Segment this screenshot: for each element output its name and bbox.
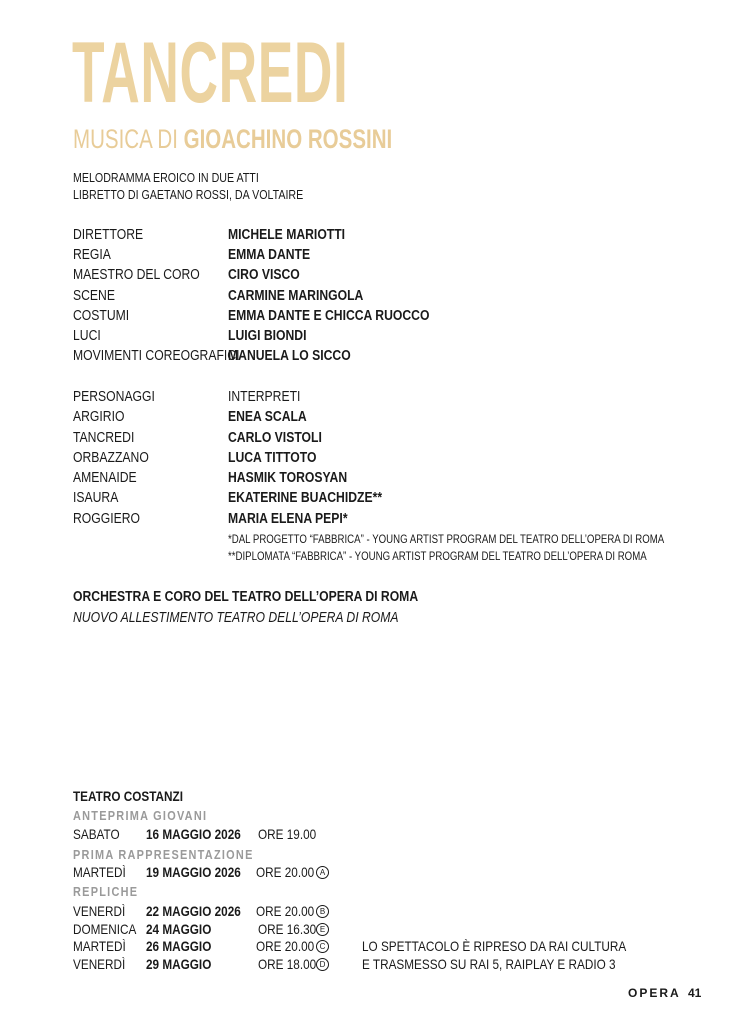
subscription-code-badge: C [316, 940, 329, 953]
perf-date: 26 MAGGIO [146, 938, 212, 954]
credit-role: LUCI [73, 328, 101, 344]
credit-name: CIRO VISCO [228, 267, 300, 283]
cast-name: ENEA SCALA [228, 409, 307, 425]
footer-section-label: OPERA [628, 986, 681, 1000]
perf-day: VENERDÌ [73, 903, 126, 919]
cast-role: ISAURA [73, 490, 119, 506]
broadcast-note-line1: LO SPETTACOLO È RIPRESO DA RAI CULTURA [362, 938, 627, 954]
subscription-code-badge: A [316, 866, 329, 879]
cast-role: ARGIRIO [73, 409, 125, 425]
perf-time: ORE 16.30 [258, 921, 317, 937]
cast-name: MARIA ELENA PEPI* [228, 511, 348, 527]
subscription-code-badge: B [316, 905, 329, 918]
section-preview: ANTEPRIMA GIOVANI [73, 808, 208, 823]
intro-libretto: LIBRETTO DI GAETANO ROSSI, DA VOLTAIRE [73, 187, 304, 202]
subscription-code-badge: D [316, 958, 329, 971]
orchestra-credit: ORCHESTRA E CORO DEL TEATRO DELL’OPERA DI ROMA [73, 589, 419, 605]
opera-title: TANCREDI [72, 25, 349, 121]
perf-time: ORE 20.00 [256, 864, 315, 880]
credit-name: EMMA DANTE [228, 247, 311, 263]
cast-name: HASMIK TOROSYAN [228, 470, 348, 486]
cast-header-role: PERSONAGGI [73, 389, 155, 405]
credit-name: MANUELA LO SICCO [228, 348, 351, 364]
perf-time: ORE 20.00 [256, 903, 315, 919]
broadcast-note-line2: E TRASMESSO SU RAI 5, RAIPLAY E RADIO 3 [362, 956, 616, 972]
section-repeats: REPLICHE [73, 884, 139, 899]
credit-role: SCENE [73, 288, 115, 304]
cast-name: CARLO VISTOLI [228, 430, 322, 446]
perf-day: VENERDÌ [73, 956, 126, 972]
page-number: 41 [688, 986, 702, 1000]
venue-name: TEATRO COSTANZI [73, 788, 183, 804]
cast-role: ROGGIERO [73, 511, 141, 527]
perf-day: MARTEDÌ [73, 938, 126, 954]
cast-name: EKATERINE BUACHIDZE** [228, 490, 383, 506]
credit-name: MICHELE MARIOTTI [228, 227, 346, 243]
composer-line [73, 124, 392, 154]
intro-genre: MELODRAMMA EROICO IN DUE ATTI [73, 170, 259, 185]
cast-role: AMENAIDE [73, 470, 137, 486]
perf-time: ORE 18.00 [258, 956, 317, 972]
cast-role: ORBAZZANO [73, 450, 149, 466]
credit-role: MAESTRO DEL CORO [73, 267, 200, 283]
footnote-fabbrica: *DAL PROGETTO “FABBRICA” - YOUNG ARTIST PROGRAM DEL TEATRO DELL’OPERA DI ROMA [228, 534, 665, 546]
perf-day: DOMENICA [73, 921, 137, 937]
perf-date: 24 MAGGIO [146, 921, 212, 937]
cast-name: LUCA TITTOTO [228, 450, 317, 466]
perf-date: 29 MAGGIO [146, 956, 212, 972]
production-note: NUOVO ALLESTIMENTO TEATRO DELL’OPERA DI ROMA [73, 610, 399, 626]
perf-date: 16 MAGGIO 2026 [146, 826, 241, 842]
perf-day: MARTEDÌ [73, 864, 126, 880]
credit-role: DIRETTORE [73, 227, 144, 243]
composer-prefix: MUSICA DI [73, 124, 184, 154]
cast-header-name: INTERPRETI [228, 389, 301, 405]
footnote-diplomata: **DIPLOMATA “FABBRICA” - YOUNG ARTIST PROGRAM DEL TEATRO DELL’OPERA DI ROMA [228, 551, 647, 563]
perf-date: 22 MAGGIO 2026 [146, 903, 241, 919]
credit-role: MOVIMENTI COREOGRAFICI [73, 348, 240, 364]
cast-role: TANCREDI [73, 430, 135, 446]
section-premiere: PRIMA RAPPRESENTAZIONE [73, 847, 254, 862]
credit-name: EMMA DANTE E CHICCA RUOCCO [228, 308, 430, 324]
credit-name: CARMINE MARINGOLA [228, 288, 364, 304]
credit-role: COSTUMI [73, 308, 130, 324]
credit-name: LUIGI BIONDI [228, 328, 307, 344]
perf-time: ORE 19.00 [258, 826, 317, 842]
perf-date: 19 MAGGIO 2026 [146, 864, 241, 880]
perf-day: SABATO [73, 826, 120, 842]
perf-time: ORE 20.00 [256, 938, 315, 954]
composer-name: GIOACHINO ROSSINI [183, 124, 393, 154]
credit-role: REGIA [73, 247, 111, 263]
subscription-code-badge: E [316, 923, 329, 936]
